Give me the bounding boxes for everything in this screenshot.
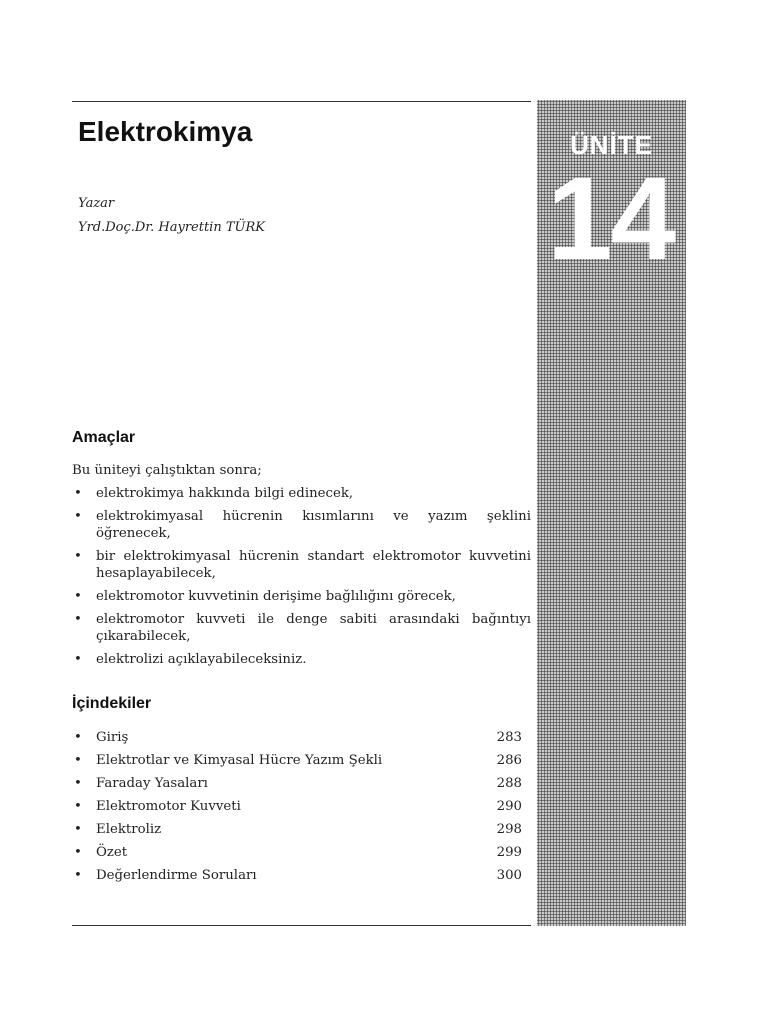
- toc-page: 288: [496, 776, 522, 791]
- aim-item: • elektrokimya hakkında bilgi edinecek,: [72, 485, 531, 502]
- aim-item: • elektromotor kuvvetinin derişime bağlılığını görecek,: [72, 588, 531, 605]
- unit-label: ÜNİTE: [570, 130, 653, 160]
- toc-label: • Elektroliz: [96, 822, 162, 837]
- contents-heading: İçindekiler: [72, 695, 152, 712]
- aim-item: • elektrokimyasal hücrenin kısımlarını ve yazım şeklini öğrenecek,: [72, 508, 531, 542]
- author-name: Yrd.Doç.Dr. Hayrettin TÜRK: [78, 220, 265, 235]
- aim-item: • elektrolizi açıklayabileceksiniz.: [72, 651, 531, 668]
- toc-item[interactable]: [72, 798, 531, 815]
- toc-label: • Özet: [96, 845, 128, 860]
- toc-label: • Giriş: [96, 730, 129, 745]
- toc-label: • Değerlendirme Soruları: [96, 868, 257, 883]
- aims-heading: Amaçlar: [72, 429, 136, 446]
- contents-list: [72, 729, 531, 890]
- toc-label: • Elektromotor Kuvveti: [96, 799, 241, 814]
- toc-item[interactable]: [72, 821, 531, 838]
- author-label: Yazar: [78, 196, 115, 211]
- toc-item[interactable]: [72, 752, 531, 769]
- toc-page: 290: [496, 799, 522, 814]
- toc-item[interactable]: [72, 729, 531, 746]
- toc-page: 286: [496, 753, 522, 768]
- bottom-rule: [72, 925, 531, 926]
- aims-section: [72, 462, 531, 674]
- aim-item: • bir elektrokimyasal hücrenin standart elektromotor kuvvetini hesaplayabilecek,: [72, 548, 531, 582]
- toc-item[interactable]: [72, 867, 531, 884]
- aims-intro: Bu üniteyi çalıştıktan sonra;: [72, 463, 262, 478]
- toc-page: 300: [496, 868, 522, 883]
- toc-label: • Faraday Yasaları: [96, 776, 208, 791]
- aim-item: • elektromotor kuvveti ile denge sabiti arasındaki bağıntıyı çıkarabilecek,: [72, 611, 531, 645]
- unit-number: 14: [547, 153, 675, 285]
- toc-page: 299: [496, 845, 522, 860]
- toc-page: 283: [496, 730, 522, 745]
- toc-item[interactable]: [72, 775, 531, 792]
- toc-label: • Elektrotlar ve Kimyasal Hücre Yazım Şekli: [96, 753, 383, 768]
- unit-band: [537, 100, 686, 926]
- top-rule: [72, 101, 531, 102]
- toc-page: 298: [496, 822, 522, 837]
- toc-item[interactable]: [72, 844, 531, 861]
- page-title: Elektrokimya: [78, 116, 253, 147]
